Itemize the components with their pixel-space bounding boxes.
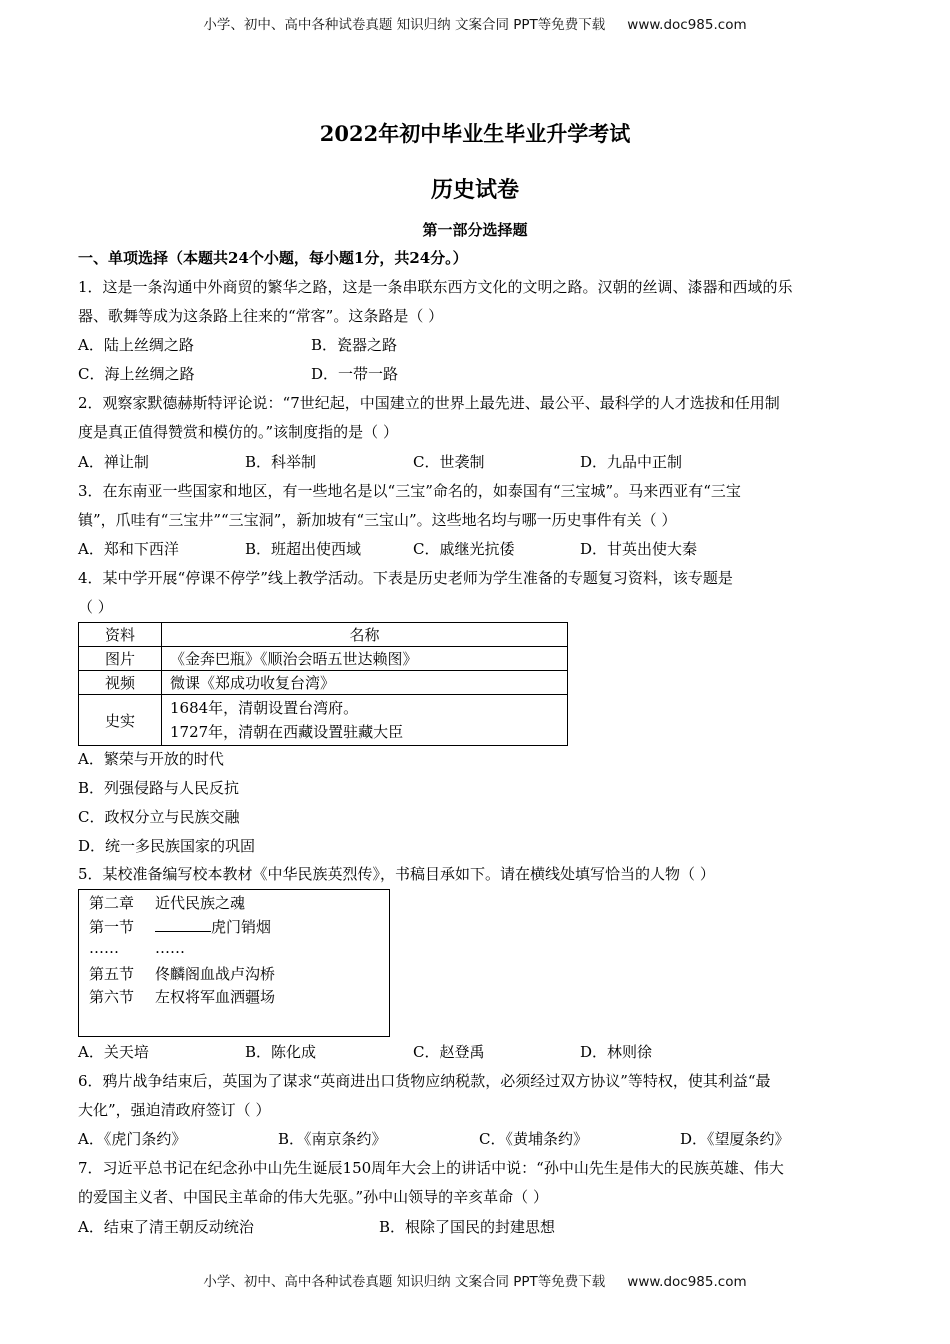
q3-option-d: D．甘英出使大秦 — [580, 540, 698, 558]
table-cell: 微课《郑成功收复台湾》 — [162, 671, 568, 695]
exam-title: 2022年初中毕业生毕业升学考试 — [319, 121, 631, 146]
toc-chapter: 第二章 — [89, 894, 135, 912]
q1-option-c: C．海上丝绸之路 — [78, 365, 195, 383]
q2-stem-line1: 2．观察家默德赫斯特评论说：“7世纪起，中国建立的世界上最先进、最公平、最科学的人才选拔和任用制 — [78, 394, 780, 412]
table-row — [79, 695, 568, 746]
q3-option-a: A．郑和下西洋 — [78, 540, 179, 558]
table-header-material: 资料 — [79, 623, 162, 647]
q4-material-table — [78, 622, 568, 746]
q1-option-d: D．一带一路 — [311, 365, 399, 383]
page-footer — [0, 1270, 950, 1290]
q6-option-d: D．《望厦条约》 — [680, 1130, 790, 1148]
exam-subtitle: 历史试卷 — [430, 177, 519, 203]
toc-chapter: 第六节 — [89, 988, 135, 1006]
q7-option-a: A．结束了清王朝反动统治 — [78, 1218, 254, 1236]
q4-option-a: A．繁荣与开放的时代 — [78, 750, 224, 768]
fill-blank — [155, 917, 211, 932]
table-cell: 视频 — [79, 671, 162, 695]
toc-chapter: 第五节 — [89, 965, 135, 983]
table-row — [79, 623, 568, 647]
table-cell: 史实 — [79, 695, 162, 746]
q4-option-c: C．政权分立与民族交融 — [78, 808, 240, 826]
q1-stem-line2: 器、歌舞等成为这条路上往来的“常客”。这条路是（ ） — [78, 307, 444, 325]
toc-chapter: …… — [89, 939, 119, 957]
q6-option-b: B．《南京条约》 — [278, 1130, 387, 1148]
toc-title: 佟麟阁血战卢沟桥 — [155, 965, 276, 983]
q5-stem-line1: 5．某校准备编写校本教材《中华民族英烈传》，书稿目承如下。请在横线处填写恰当的人物（ ） — [78, 865, 715, 883]
q5-option-b: B．陈化成 — [245, 1043, 317, 1061]
q3-option-c: C．戚继光抗倭 — [413, 540, 515, 558]
q5-option-d: D．林则徐 — [580, 1043, 653, 1061]
table-cell: 图片 — [79, 647, 162, 671]
q4-option-b: B．列强侵路与人民反抗 — [78, 779, 240, 797]
q7-option-b: B．根除了国民的封建思想 — [379, 1218, 556, 1236]
q1-option-b: B．瓷器之路 — [311, 336, 398, 354]
header-site-link[interactable]: www.doc985.com — [627, 17, 747, 33]
q2-option-a: A．禅让制 — [78, 453, 149, 471]
table-header-name: 名称 — [162, 623, 568, 647]
q2-option-d: D．九品中正制 — [580, 453, 683, 471]
q5-option-c: C．赵登禹 — [413, 1043, 485, 1061]
table-row — [79, 647, 568, 671]
q5-option-a: A．关天培 — [78, 1043, 149, 1061]
q2-stem-line2: 度是真正值得赞赏和模仿的。”该制度指的是（ ） — [78, 423, 398, 441]
page-header — [0, 13, 950, 33]
q7-stem-line2: 的爱国主义者、中国民主革命的伟大先驱。”孙中山领导的辛亥革命（ ） — [78, 1188, 548, 1206]
table-row — [79, 671, 568, 695]
header-text: 小学、初中、高中各种试卷真题 知识归纳 文案合同 PPT等免费下载 — [203, 17, 606, 33]
q6-stem-line2: 大化”，强迫清政府签订（ ） — [78, 1101, 271, 1119]
table-cell — [162, 695, 568, 746]
q4-option-d: D．统一多民族国家的巩固 — [78, 837, 256, 855]
footer-text: 小学、初中、高中各种试卷真题 知识归纳 文案合同 PPT等免费下载 — [203, 1274, 606, 1290]
table-cell-line: 1727年，清朝在西藏设置驻藏大臣 — [170, 723, 404, 741]
table-cell: 《金奔巴瓶》《顺治会晤五世达赖图》 — [162, 647, 568, 671]
part-heading: 第一部分选择题 — [422, 221, 528, 239]
q3-option-b: B．班超出使西域 — [245, 540, 362, 558]
toc-title: …… — [155, 939, 185, 957]
q4-stem-line2: （ ） — [78, 598, 113, 616]
q6-option-c: C．《黄埔条约》 — [479, 1130, 588, 1148]
q2-option-c: C．世袭制 — [413, 453, 485, 471]
toc-chapter: 第一节 — [89, 918, 135, 936]
q1-option-a: A．陆上丝绸之路 — [78, 336, 194, 354]
section-heading: 一、单项选择（本题共24个小题，每小题1分，共24分。） — [78, 249, 468, 267]
q3-stem-line1: 3．在东南亚一些国家和地区，有一些地名是以“三宝”命名的，如泰国有“三宝城”。马来西亚有“三宝 — [78, 482, 741, 500]
toc-row — [89, 939, 185, 957]
toc-title: 左权将军血洒疆场 — [155, 988, 276, 1006]
q2-option-b: B．科举制 — [245, 453, 317, 471]
q5-table-of-contents-box — [78, 889, 390, 1037]
toc-row — [89, 986, 275, 1007]
q1-stem-line1: 1．这是一条沟通中外商贸的繁华之路，这是一条串联东西方文化的文明之路。汉朝的丝调、漆器和西域的乐 — [78, 278, 793, 296]
toc-title: 近代民族之魂 — [155, 894, 246, 912]
toc-row — [89, 963, 275, 984]
toc-row — [89, 892, 245, 913]
q3-stem-line2: 镇”，爪哇有“三宝井”“三宝洞”，新加坡有“三宝山”。这些地名均与哪一历史事件有关（ ） — [78, 511, 677, 529]
toc-row — [89, 916, 271, 937]
toc-title: 虎门销烟 — [211, 918, 272, 936]
q6-stem-line1: 6．鸦片战争结束后，英国为了谋求“英商进出口货物应纳税款，必须经过双方协议”等特权，使其利益“最 — [78, 1072, 771, 1090]
q6-option-a: A．《虎门条约》 — [78, 1130, 187, 1148]
q7-stem-line1: 7．习近平总书记在纪念孙中山先生诞辰150周年大会上的讲话中说：“孙中山先生是伟大的民族英雄、伟大 — [78, 1159, 784, 1177]
footer-site-link[interactable]: www.doc985.com — [627, 1274, 747, 1290]
table-cell-line: 1684年，清朝设置台湾府。 — [170, 699, 359, 717]
q4-stem-line1: 4．某中学开展“停课不停学”线上教学活动。下表是历史老师为学生准备的专题复习资料，该专题是 — [78, 569, 733, 587]
